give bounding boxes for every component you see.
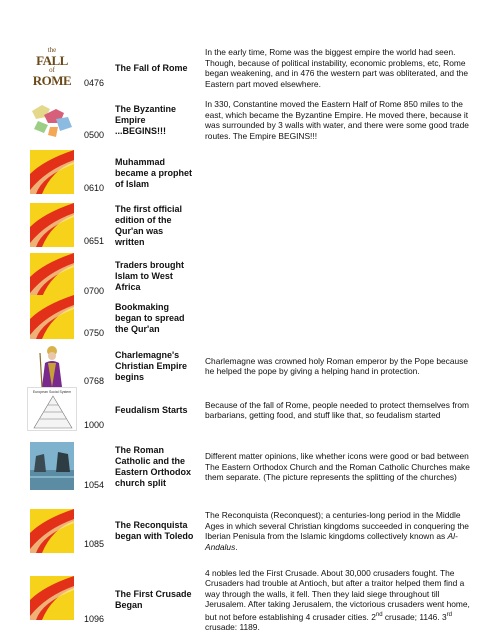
fall-of-rome-logo: the FALL of ROME — [30, 45, 74, 89]
placeholder-icon — [30, 576, 74, 620]
year: 1096 — [84, 614, 105, 624]
event-title: Feudalism Starts — [115, 404, 188, 415]
event-title: The Reconquista began with Toledo — [115, 520, 194, 541]
year: 0750 — [84, 328, 105, 338]
event-description: In 330, Constantine moved the Eastern Half of Rome 850 miles to the east, which became the Byzantine Empire. He moved there, because it was surrounded by 3 walls with water, and there were some good trade routes. The Empire BEGINS!!! — [205, 99, 469, 141]
timeline-row — [0, 92, 495, 148]
year: 0700 — [84, 286, 105, 296]
placeholder-icon — [30, 150, 74, 194]
event-title: Charlemagne's Christian Empire begins — [115, 349, 188, 382]
year: 1054 — [84, 480, 105, 490]
event-title: The Byzantine Empire ...BEGINS!!! — [115, 103, 177, 136]
timeline-row — [0, 40, 495, 96]
timeline-row — [0, 382, 495, 438]
year: 0651 — [84, 236, 105, 246]
pyramid-title: European Social System — [32, 390, 72, 394]
year: 0768 — [84, 376, 105, 386]
timeline-row — [0, 145, 495, 201]
timeline-row — [0, 562, 495, 638]
event-description: Because of the fall of Rome, people needed to protect themselves from barbarians, getting food, and stuff like that, so feudalism started — [205, 399, 469, 420]
timeline-row — [0, 505, 495, 557]
event-title: Traders brought Islam to West Africa — [115, 259, 185, 292]
event-title: Bookmaking began to spread the Qur'an — [115, 301, 185, 334]
feudal-pyramid-icon — [27, 387, 77, 431]
year: 0476 — [84, 78, 105, 88]
event-title: The Roman Catholic and the Eastern Orthodox church split — [115, 445, 192, 488]
year: 0500 — [84, 130, 105, 140]
timeline-row — [0, 198, 495, 254]
event-description: Charlemagne was crowned holy Roman emperor by the Pope because he helped the pope by giving a helping hand in protection. — [205, 355, 469, 376]
year: 0610 — [84, 183, 105, 193]
year: 1000 — [84, 420, 105, 430]
event-description: In the early time, Rome was the biggest empire the world had seen. Though, because of political instability, economic problems, etc, Rome began weakening, and in 476 the western part was obliterated, and the Eastern part moved elsewhere. — [205, 47, 469, 89]
event-title: The First Crusade Began — [115, 589, 192, 610]
timeline-row — [0, 436, 495, 498]
charlemagne-icon — [30, 343, 74, 387]
event-title: Muhammad became a prophet of Islam — [115, 156, 193, 189]
placeholder-icon — [30, 295, 74, 339]
event-description — [205, 198, 475, 254]
placeholder-icon — [30, 203, 74, 247]
placeholder-icon — [30, 509, 74, 553]
event-description: 4 nobles led the First Crusade. About 30,000 crusaders fought. The Crusaders had trouble at Antioch, but after a traitor helped them find a way through the walls, it fell. Then they laid siege throughout till Jerusalem. After taking Jerusalem, the victorious crusaders went home, but not before establishing 4 crusader cities. 2nd crusade; 1146. 3rd crusade: 1189. — [205, 567, 470, 632]
event-description: Different matter opinions, like whether icons were good or bad between The Eastern Orthodox Church and the Roman Catholic Churches make them separate. (The picture represents the splitting of the churches) — [205, 451, 470, 483]
year: 1085 — [84, 539, 105, 549]
church-split-icon — [30, 442, 74, 490]
byzantine-map-icon — [30, 97, 74, 141]
event-description — [205, 145, 475, 201]
event-title: The first official edition of the Qur'an was written — [115, 204, 183, 247]
event-description: The Reconquista (Reconquest); a centuries-long period in the Middle Ages in which several Christian kingdoms succeeded in conquering the Iberian Penisula from the Islamic kingdoms collectively known as Al-Andalus. — [205, 510, 469, 552]
event-title: The Fall of Rome — [115, 62, 188, 73]
